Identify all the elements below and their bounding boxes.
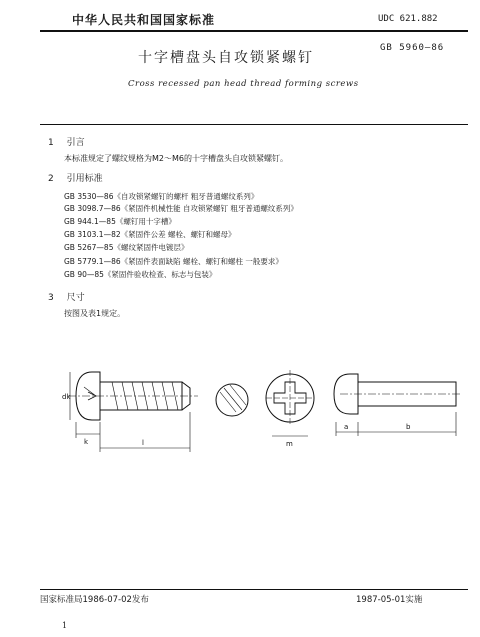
section-2-heading — [48, 171, 103, 184]
section-1-body: 本标准规定了螺纹规格为M2～M6的十字槽盘头自攻锁紧螺钉。 — [64, 154, 288, 163]
standard-number: GB 5960—86 — [380, 43, 445, 53]
title-english: Cross recessed pan head thread forming screws — [128, 79, 359, 89]
reference-item: GB 90—85《紧固件验收检查、标志与包装》 — [64, 270, 217, 279]
reference-item: GB 3098.7—86《紧固件机械性能 自攻锁紧螺钉 粗牙普通螺纹系列》 — [64, 204, 298, 213]
reference-item: GB 5779.1—86《紧固件表面缺陷 螺栓、螺钉和螺柱 一般要求》 — [64, 257, 283, 266]
section-title: 尺寸 — [66, 293, 85, 303]
section-3-heading — [48, 290, 85, 303]
top-view — [266, 370, 314, 436]
label-l: l — [142, 439, 144, 447]
issue-date: 国家标准局1986-07-02发布 — [40, 595, 149, 605]
section-1-heading — [48, 135, 85, 148]
label-dk: dk — [62, 393, 71, 401]
effective-date: 1987-05-01实施 — [356, 595, 423, 605]
issuing-organization: 中华人民共和国国家标准 — [72, 13, 216, 27]
label-a: a — [344, 423, 349, 431]
right-view — [334, 374, 460, 436]
section-number: 1 — [48, 138, 54, 148]
reference-item: GB 3530—86《自攻锁紧螺钉的螺杆 粗牙普通螺纹系列》 — [64, 192, 259, 201]
label-k: k — [84, 438, 89, 446]
section-number: 2 — [48, 174, 54, 184]
reference-item: GB 944.1—85《螺钉用十字槽》 — [64, 217, 176, 226]
header-rule — [40, 30, 468, 32]
title-rule — [40, 124, 468, 125]
section-title: 引言 — [66, 138, 85, 148]
footer-rule — [40, 589, 468, 590]
label-b: b — [406, 423, 411, 431]
section-3-body: 按图及表1规定。 — [64, 309, 126, 318]
reference-item: GB 3103.1—82《紧固件公差 螺栓、螺钉和螺母》 — [64, 230, 236, 239]
page-mark: 1 — [62, 621, 68, 630]
label-m: m — [286, 440, 293, 448]
reference-item: GB 5267—85《螺纹紧固件电镀层》 — [64, 243, 189, 252]
section-title: 引用标准 — [66, 174, 103, 184]
udc-number: UDC 621.882 — [378, 14, 438, 24]
title-chinese: 十字槽盘头自攻锁紧螺钉 — [138, 50, 314, 66]
section-number: 3 — [48, 293, 54, 303]
section-view — [216, 384, 248, 416]
screw-drawing — [40, 352, 460, 472]
